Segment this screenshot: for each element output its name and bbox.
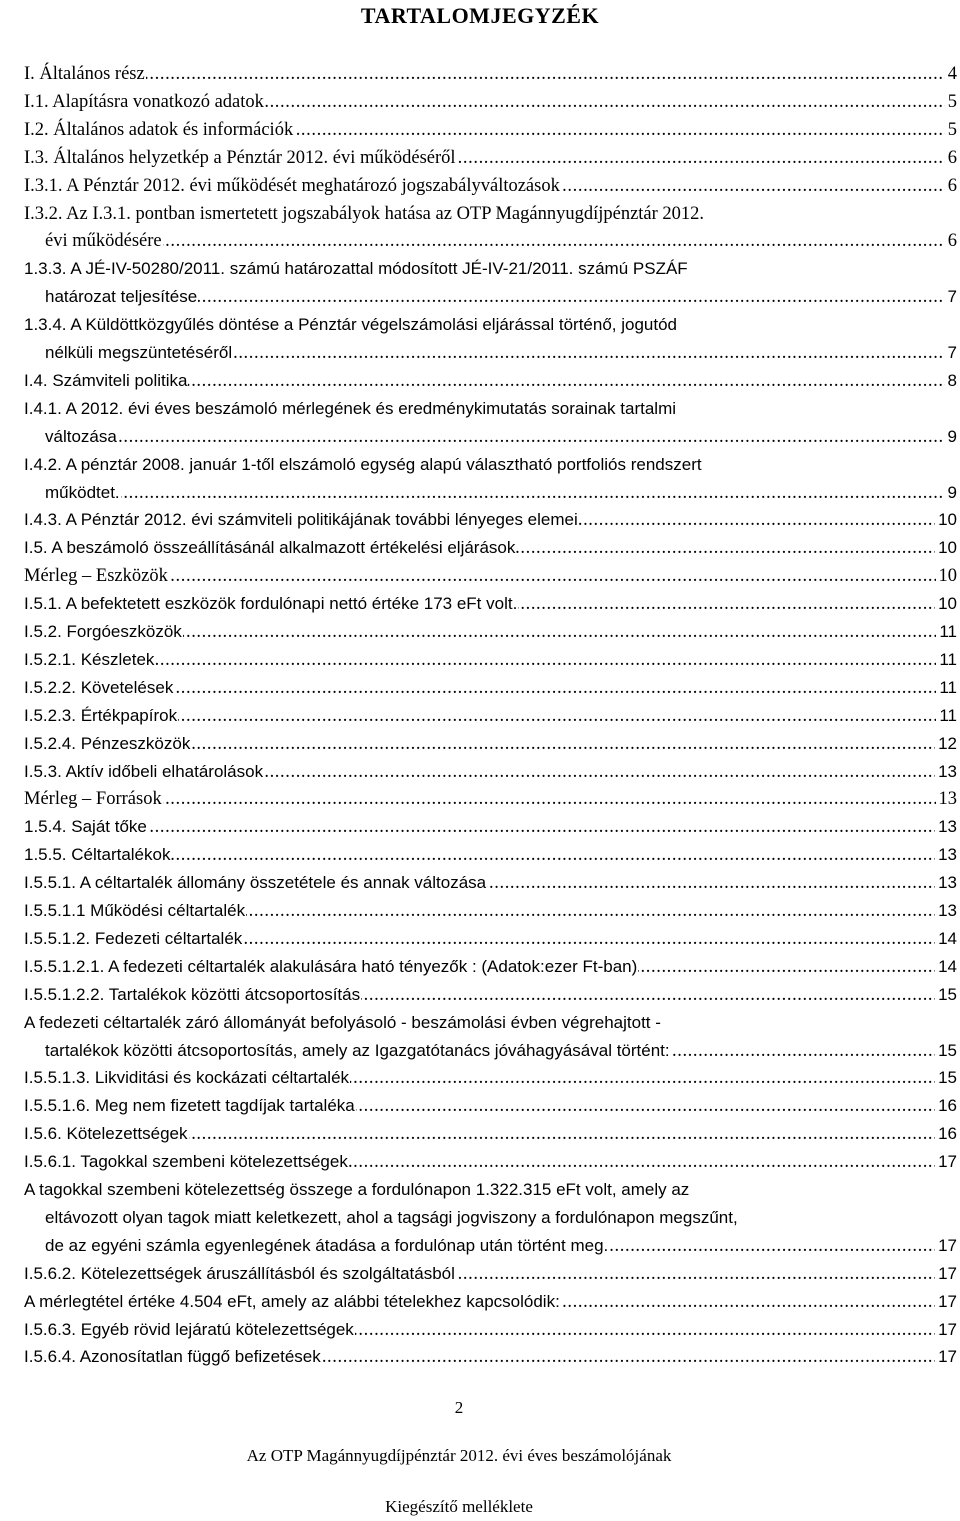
toc-entry-text: I.4. Számviteli politika bbox=[24, 370, 188, 390]
toc-entry-page: 12 bbox=[935, 730, 957, 758]
toc-entry-line[interactable] bbox=[45, 1037, 957, 1065]
toc-entry-line[interactable] bbox=[45, 479, 957, 507]
toc-entry-line[interactable] bbox=[24, 60, 957, 88]
toc-entry-line[interactable] bbox=[24, 841, 957, 869]
toc-entry-line[interactable] bbox=[45, 283, 957, 311]
toc-entry-text: I.5.5.1.1 Működési céltartalék bbox=[24, 901, 246, 920]
toc-entry-page: 17 bbox=[935, 1232, 957, 1260]
toc-entry-page: 6 bbox=[945, 144, 957, 172]
toc-entry-text: I.5.2.4. Pénzeszközök bbox=[24, 733, 191, 753]
toc-entry-page: 15 bbox=[935, 1037, 957, 1065]
toc-entry-line[interactable] bbox=[24, 646, 957, 674]
toc-entry-line[interactable] bbox=[24, 1288, 957, 1316]
toc-entry-line[interactable] bbox=[24, 451, 957, 479]
toc-entry-page: 15 bbox=[935, 1064, 957, 1092]
toc-entry-text: A mérlegtétel értéke 4.504 eFt, amely az alábbi tételekhez kapcsolódik: bbox=[24, 1291, 560, 1311]
toc-entry-line[interactable] bbox=[24, 1148, 957, 1176]
page-number: 2 bbox=[454, 1398, 464, 1417]
toc-entry-line[interactable] bbox=[24, 925, 957, 953]
toc-entry-line[interactable] bbox=[45, 423, 957, 451]
toc-entry-text: I.3.2. Az I.3.1. pontban ismertetett jogszabályok hatása az OTP Magánnyugdíjpénztár 2012. bbox=[24, 203, 705, 224]
toc-entry-line[interactable] bbox=[24, 506, 957, 534]
toc-entry-text: nélküli megszüntetéséről bbox=[45, 343, 233, 362]
toc-entry-page: 13 bbox=[935, 813, 957, 841]
toc-entry-text: A tagokkal szembeni kötelezettség összege a fordulónapon 1.322.315 eFt volt, amely az bbox=[24, 1180, 690, 1199]
toc-entry-text: I.4.2. A pénztár 2008. január 1-től elszámoló egység alapú választható portfoliós rendszert bbox=[24, 454, 702, 474]
toc-entry-page: 17 bbox=[935, 1316, 957, 1344]
toc-entry-page: 17 bbox=[935, 1148, 957, 1176]
toc-entry-text: I.5.5.1.2.2. Tartalékok közötti átcsoportosítás bbox=[24, 984, 361, 1004]
toc-entry-line[interactable] bbox=[24, 953, 957, 981]
toc-entry-text: határozat teljesítése bbox=[45, 287, 198, 307]
toc-entry-line[interactable] bbox=[24, 590, 957, 618]
toc-entry-line[interactable] bbox=[24, 813, 957, 841]
toc-entry-page: 11 bbox=[936, 702, 957, 730]
toc-entry-page: 17 bbox=[935, 1343, 957, 1371]
toc-entry-text: I.5.2.2. Követelések bbox=[24, 677, 174, 697]
toc-entry-page: 4 bbox=[945, 60, 957, 88]
toc-entry-page: 14 bbox=[935, 925, 957, 953]
toc-entry-text: Mérleg – Források bbox=[24, 789, 162, 810]
toc-entry-line[interactable] bbox=[24, 395, 957, 423]
toc-entry-text: I.4.1. A 2012. évi éves beszámoló mérlegének és eredménykimutatás sorainak tartalmi bbox=[24, 398, 677, 418]
toc-entry-text: I.5.5.1.6. Meg nem fizetett tagdíjak tartaléka bbox=[24, 1096, 355, 1116]
toc-entry-page: 7 bbox=[945, 339, 957, 367]
toc-entry-line[interactable] bbox=[45, 339, 957, 367]
toc-entry-text: I.5.5.1. A céltartalék állomány összetétele és annak változása bbox=[24, 873, 487, 893]
toc-entry-page: 13 bbox=[935, 758, 957, 786]
toc-entry-text: I.1. Alapításra vonatkozó adatok bbox=[24, 91, 264, 112]
toc-entry-page: 10 bbox=[935, 590, 957, 618]
toc-entry-text: de az egyéni számla egyenlegének átadása a fordulónap után történt meg. bbox=[45, 1235, 609, 1255]
toc-entry-line[interactable] bbox=[24, 730, 957, 758]
toc-entry-text: I.5.6.3. Egyéb rövid lejáratú kötelezettségek bbox=[24, 1319, 354, 1339]
toc-entry-text: A fedezeti céltartalék záró állományát befolyásoló - beszámolási évben végrehajtott - bbox=[24, 1012, 661, 1032]
toc-entry-text: I.5.2.1. Készletek bbox=[24, 649, 155, 669]
toc-entry-text: 1.3.4. A Küldöttközgyűlés döntése a Pénztár végelszámolási eljárással történő, jogutód bbox=[24, 315, 678, 335]
toc-entry-page: 16 bbox=[935, 1092, 957, 1120]
footer-line-1: Az OTP Magánnyugdíjpénztár 2012. évi éves beszámolójának bbox=[246, 1446, 672, 1465]
toc-entry-page: 11 bbox=[936, 674, 957, 702]
toc-entry-text: tartalékok közötti átcsoportosítás, amely az Igazgatótanács jóváhagyásával történt: bbox=[45, 1040, 670, 1060]
toc-entry-page: 9 bbox=[945, 423, 957, 451]
toc-entry-line[interactable] bbox=[24, 1092, 957, 1120]
toc-entry-text: I.5.5.1.2. Fedezeti céltartalék bbox=[24, 928, 243, 948]
toc-entry-page: 8 bbox=[945, 367, 957, 395]
toc-entry-page: 10 bbox=[935, 506, 957, 534]
toc-entry-line[interactable] bbox=[24, 674, 957, 702]
toc-entry-line[interactable] bbox=[24, 618, 957, 646]
toc-entry-line[interactable] bbox=[24, 200, 957, 228]
toc-entry-page: 13 bbox=[935, 869, 957, 897]
toc-entry-page: 5 bbox=[945, 88, 957, 116]
toc-entry-line[interactable] bbox=[24, 367, 957, 395]
toc-entry-page: 13 bbox=[936, 785, 958, 813]
toc-entry-line[interactable] bbox=[24, 311, 957, 339]
toc-entry-line[interactable] bbox=[24, 1009, 957, 1037]
toc-entry-text: működtet. bbox=[45, 482, 120, 502]
toc-entry-page: 17 bbox=[935, 1260, 957, 1288]
toc-entry-line[interactable] bbox=[24, 785, 957, 813]
toc-entry-line[interactable] bbox=[24, 1260, 957, 1288]
toc-entry-text: I.3. Általános helyzetkép a Pénztár 2012. évi működéséről bbox=[24, 147, 456, 168]
toc-entry-page: 17 bbox=[935, 1288, 957, 1316]
toc-entry-text: I.5.6.2. Kötelezettségek áruszállításból és szolgáltatásból bbox=[24, 1263, 455, 1283]
toc-entry-page: 13 bbox=[935, 897, 957, 925]
toc-entry-page: 11 bbox=[936, 618, 957, 646]
toc-entry-line[interactable] bbox=[24, 1176, 957, 1204]
toc-entry-page: 10 bbox=[935, 534, 957, 562]
toc-entry-page: 5 bbox=[945, 116, 957, 144]
toc-entry-text: 1.3.3. A JÉ-IV-50280/2011. számú határozattal módosított JÉ-IV-21/2011. számú PSZÁF bbox=[24, 259, 688, 279]
toc-entry-line[interactable] bbox=[24, 1120, 957, 1148]
toc-entry-text: I.5.6.1. Tagokkal szembeni kötelezettségek bbox=[24, 1152, 348, 1172]
footer-line-2: Kiegészítő melléklete bbox=[385, 1497, 533, 1516]
toc-title: TARTALOMJEGYZÉK bbox=[360, 3, 600, 28]
toc-entry-text: I.5.1. A befektetett eszközök fordulónapi nettó értéke 173 eFt volt. bbox=[24, 594, 518, 614]
toc-entry-page: 14 bbox=[935, 953, 957, 981]
toc-entry-text: Mérleg – Eszközök bbox=[24, 566, 168, 587]
toc-entry-page: 13 bbox=[935, 841, 957, 869]
toc-entry-line[interactable] bbox=[24, 981, 957, 1009]
toc-entry-page: 16 bbox=[935, 1120, 957, 1148]
toc-entry-page: 6 bbox=[945, 227, 957, 255]
toc-entry-text: I. Általános rész bbox=[24, 64, 145, 84]
toc-entry-text: I.3.1. A Pénztár 2012. évi működését meghatározó jogszabályváltozások bbox=[24, 175, 560, 196]
toc-entry-text: I.5.6.4. Azonosítatlan függő befizetések bbox=[24, 1347, 321, 1367]
toc-entry-line[interactable] bbox=[24, 897, 957, 925]
toc-entry-line[interactable] bbox=[45, 1204, 957, 1232]
toc-entry-line[interactable] bbox=[24, 1343, 957, 1371]
toc-entry-text: évi működésére bbox=[45, 231, 162, 252]
toc-entry-page: 9 bbox=[945, 479, 957, 507]
toc-entry-text: I.5.2.3. Értékpapírok bbox=[24, 705, 178, 725]
toc-entry-line[interactable] bbox=[24, 1064, 957, 1092]
toc-entry-line[interactable] bbox=[24, 1316, 957, 1344]
toc-entry-line[interactable] bbox=[24, 255, 957, 283]
toc-entry-text: I.5.3. Aktív időbeli elhatárolások bbox=[24, 761, 264, 781]
toc-entry-line[interactable] bbox=[24, 562, 957, 590]
toc-entry-text: I.5.5.1.3. Likviditási és kockázati céltartalék bbox=[24, 1068, 350, 1088]
toc-entry-line[interactable] bbox=[24, 116, 957, 144]
toc-entry-page: 11 bbox=[936, 646, 957, 674]
toc-entry-text: I.5.2. Forgóeszközök bbox=[24, 622, 182, 641]
toc-entry-line[interactable] bbox=[24, 534, 957, 562]
toc-entry-line[interactable] bbox=[24, 172, 957, 200]
toc-entry-line[interactable] bbox=[24, 758, 957, 786]
toc-entry-text: 1.5.4. Saját tőke bbox=[24, 817, 147, 837]
toc-entry-page: 6 bbox=[945, 172, 957, 200]
toc-entry-line[interactable] bbox=[24, 869, 957, 897]
toc-entry-text: I.5.6. Kötelezettségek bbox=[24, 1124, 188, 1144]
toc-entry-text: változása bbox=[45, 426, 117, 446]
toc-entry-line[interactable] bbox=[24, 144, 957, 172]
toc-entry-text: 1.5.5. Céltartalékok bbox=[24, 845, 171, 865]
toc-entry-line[interactable] bbox=[24, 702, 957, 730]
toc-entry-text: I.4.3. A Pénztár 2012. évi számviteli politikájának további lényeges elemei bbox=[24, 510, 578, 530]
toc-entry-text: I.5. A beszámoló összeállításánál alkalmazott értékelési eljárások bbox=[24, 538, 516, 558]
toc-entry-page: 15 bbox=[935, 981, 957, 1009]
toc-entry-line[interactable] bbox=[45, 227, 957, 255]
toc-entry-page: 10 bbox=[936, 562, 958, 590]
toc-entry-line[interactable] bbox=[45, 1232, 957, 1260]
toc-entry-page: 7 bbox=[945, 283, 957, 311]
toc-entry-text: I.2. Általános adatok és információk bbox=[24, 119, 294, 140]
toc-entry-text: eltávozott olyan tagok miatt keletkezett, ahol a tagsági jogviszony a fordulónapon megszűnt, bbox=[45, 1207, 738, 1227]
toc-entry-line[interactable] bbox=[24, 88, 957, 116]
toc-entry-text: I.5.5.1.2.1. A fedezeti céltartalék alakulására ható tényezők : (Adatok:ezer Ft-ban) bbox=[24, 956, 638, 976]
